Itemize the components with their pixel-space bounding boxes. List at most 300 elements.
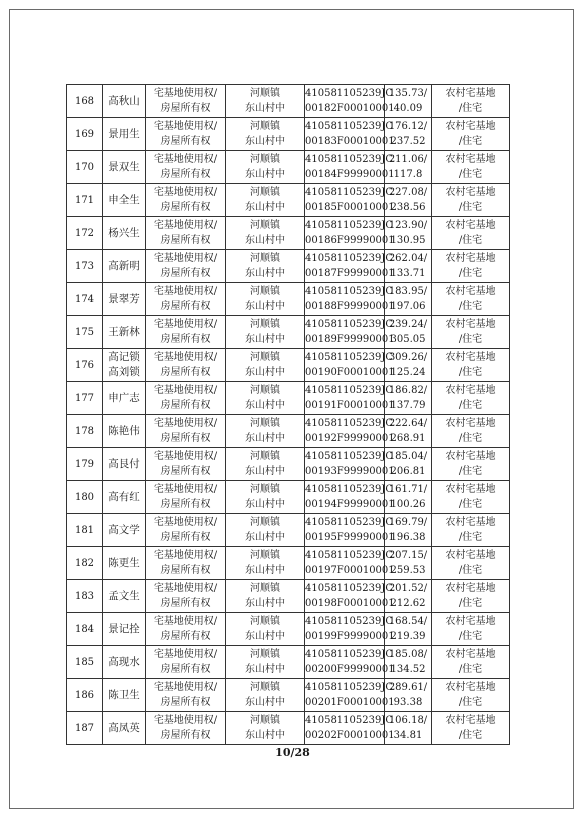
cell-right-type-line: 宅基地使用权/ [153, 154, 218, 165]
cell-area [385, 448, 432, 481]
cell-unit-code-line: 00195F99990001 [305, 532, 395, 543]
cell-right-type-line: 宅基地使用权/ [153, 517, 218, 528]
cell-number: 185 [67, 646, 103, 679]
cell-unit-code [305, 151, 395, 184]
cell-use-line: /住宅 [458, 697, 483, 708]
cell-area-line: 34.81 [393, 730, 423, 741]
cell-unit-code-line: 410581105239JC [305, 451, 394, 462]
cell-right-type [146, 250, 226, 283]
cell-area [385, 118, 432, 151]
cell-owner-name [103, 547, 146, 580]
cell-unit-code [305, 712, 395, 745]
cell-unit-code-line: 410581105239JC [305, 715, 394, 726]
cell-number: 168 [67, 85, 103, 118]
table-row [67, 514, 510, 547]
cell-use [432, 217, 510, 250]
cell-owner-name [103, 481, 146, 514]
cell-use [432, 283, 510, 316]
cell-location [226, 250, 305, 283]
cell-number: 172 [67, 217, 103, 250]
cell-owner-name-line: 申广志 [108, 391, 140, 404]
cell-location [226, 283, 305, 316]
cell-unit-code-line: 00198F00010001 [305, 598, 395, 609]
cell-location-line: 河顺镇 [250, 583, 280, 594]
cell-number: 176 [67, 349, 103, 382]
cell-use [432, 118, 510, 151]
cell-location-line: 河顺镇 [250, 649, 280, 660]
cell-right-type-line: 宅基地使用权/ [153, 253, 218, 264]
cell-location-line: 河顺镇 [250, 616, 280, 627]
cell-unit-code-line: 410581105239JC [305, 484, 394, 495]
cell-unit-code [305, 547, 395, 580]
cell-location [226, 382, 305, 415]
cell-use-line: 农村宅基地 [445, 352, 496, 363]
cell-number: 177 [67, 382, 103, 415]
cell-use-line: 农村宅基地 [445, 121, 496, 132]
cell-use-line: /住宅 [458, 631, 483, 642]
cell-use-line: /住宅 [458, 103, 483, 114]
cell-number: 183 [67, 580, 103, 613]
cell-area-line: 100.26 [390, 499, 426, 510]
table-row [67, 349, 510, 382]
cell-number: 171 [67, 184, 103, 217]
cell-use-line: /住宅 [458, 730, 483, 741]
cell-owner-name-line: 景双生 [108, 160, 140, 173]
cell-location-line: 河顺镇 [250, 550, 280, 561]
cell-location [226, 613, 305, 646]
cell-area-line: 185.04/ [388, 451, 428, 462]
cell-owner-name-line: 景翠芳 [108, 292, 140, 305]
cell-unit-code-line: 00193F99990001 [305, 466, 395, 477]
cell-use-line: /住宅 [458, 400, 483, 411]
cell-owner-name [103, 514, 146, 547]
cell-unit-code-line: 410581105239JC [305, 187, 394, 198]
cell-unit-code-line: 410581105239JC [305, 616, 394, 627]
cell-area [385, 613, 432, 646]
cell-unit-code-line: 00188F99990001 [305, 301, 395, 312]
cell-right-type-line: 宅基地使用权/ [153, 418, 218, 429]
cell-use-line: /住宅 [458, 565, 483, 576]
cell-location-line: 东山村中 [245, 631, 285, 642]
cell-owner-name [103, 646, 146, 679]
cell-owner-name [103, 349, 146, 382]
cell-area-line: 106.18/ [388, 715, 428, 726]
cell-owner-name-line: 王新林 [108, 325, 140, 338]
cell-owner-name-line: 高现水 [108, 655, 140, 668]
cell-use-line: /住宅 [458, 499, 483, 510]
cell-area-line: 123.90/ [388, 220, 428, 231]
cell-owner-name-line: 高凤英 [108, 721, 140, 734]
cell-unit-code [305, 613, 395, 646]
cell-unit-code-line: 00202F00010001 [305, 730, 395, 741]
cell-location [226, 217, 305, 250]
cell-number: 182 [67, 547, 103, 580]
cell-use-line: 农村宅基地 [445, 286, 496, 297]
cell-use-line: /住宅 [458, 598, 483, 609]
cell-location-line: 东山村中 [245, 400, 285, 411]
cell-owner-name-line: 高秋山 [108, 94, 140, 107]
table-row [67, 250, 510, 283]
cell-right-type-line: 宅基地使用权/ [153, 88, 218, 99]
cell-number: 180 [67, 481, 103, 514]
cell-area-line: 117.8 [393, 169, 423, 180]
cell-unit-code [305, 184, 395, 217]
cell-right-type-line: 宅基地使用权/ [153, 187, 218, 198]
cell-area [385, 646, 432, 679]
table-row [67, 415, 510, 448]
cell-use-line: 农村宅基地 [445, 220, 496, 231]
cell-right-type-line: 房屋所有权 [160, 367, 211, 378]
cell-owner-name-line: 高记锁 [108, 351, 140, 363]
cell-location-line: 河顺镇 [250, 484, 280, 495]
cell-owner-name [103, 85, 146, 118]
cell-right-type [146, 382, 226, 415]
cell-right-type [146, 151, 226, 184]
cell-use-line: 农村宅基地 [445, 451, 496, 462]
cell-right-type-line: 房屋所有权 [160, 532, 211, 543]
table-row [67, 118, 510, 151]
cell-location-line: 东山村中 [245, 532, 285, 543]
cell-use [432, 85, 510, 118]
cell-right-type-line: 宅基地使用权/ [153, 319, 218, 330]
cell-use [432, 184, 510, 217]
cell-location-line: 东山村中 [245, 334, 285, 345]
cell-right-type [146, 349, 226, 382]
cell-owner-name-line: 景记拴 [108, 622, 140, 635]
cell-location [226, 349, 305, 382]
table-row [67, 151, 510, 184]
cell-right-type [146, 85, 226, 118]
cell-owner-name-line: 杨兴生 [108, 226, 140, 239]
cell-area-line: 305.05 [390, 334, 426, 345]
cell-location-line: 东山村中 [245, 235, 285, 246]
cell-owner-name [103, 151, 146, 184]
cell-unit-code-line: 410581105239JC [305, 121, 394, 132]
cell-location [226, 415, 305, 448]
cell-owner-name [103, 316, 146, 349]
cell-unit-code [305, 646, 395, 679]
cell-use [432, 646, 510, 679]
cell-area-line: 134.52 [390, 664, 426, 675]
cell-area-line: 219.39 [390, 631, 426, 642]
cell-right-type-line: 宅基地使用权/ [153, 121, 218, 132]
table-row [67, 85, 510, 118]
cell-owner-name [103, 250, 146, 283]
cell-area-line: 197.06 [390, 301, 426, 312]
cell-unit-code [305, 415, 395, 448]
page-number [0, 746, 585, 759]
cell-right-type [146, 514, 226, 547]
cell-use-line: 农村宅基地 [445, 682, 496, 693]
cell-location [226, 118, 305, 151]
cell-use-line: 农村宅基地 [445, 616, 496, 627]
cell-right-type [146, 646, 226, 679]
cell-unit-code-line: 410581105239JC [305, 319, 394, 330]
cell-area-line: 93.38 [393, 697, 423, 708]
cell-owner-name [103, 712, 146, 745]
cell-owner-name [103, 580, 146, 613]
cell-unit-code-line: 410581105239JC [305, 88, 394, 99]
cell-right-type-line: 宅基地使用权/ [153, 682, 218, 693]
cell-number: 174 [67, 283, 103, 316]
table-row [67, 448, 510, 481]
cell-location-line: 河顺镇 [250, 187, 280, 198]
cell-unit-code-line: 410581105239JC [305, 253, 394, 264]
cell-location-line: 河顺镇 [250, 451, 280, 462]
cell-location [226, 85, 305, 118]
cell-area-line: 309.26/ [388, 352, 428, 363]
cell-location-line: 河顺镇 [250, 88, 280, 99]
cell-area-line: 212.62 [390, 598, 426, 609]
cell-area [385, 316, 432, 349]
cell-location-line: 东山村中 [245, 301, 285, 312]
cell-location-line: 东山村中 [245, 136, 285, 147]
cell-right-type [146, 118, 226, 151]
cell-area-line: 196.38 [390, 532, 426, 543]
cell-use [432, 514, 510, 547]
cell-area [385, 580, 432, 613]
cell-area-line: 185.08/ [388, 649, 428, 660]
cell-unit-code-line: 00184F99990001 [305, 169, 395, 180]
cell-area-line: 238.56 [390, 202, 426, 213]
cell-location-line: 东山村中 [245, 433, 285, 444]
cell-owner-name-line: 高新明 [108, 259, 140, 272]
cell-area [385, 514, 432, 547]
cell-right-type-line: 房屋所有权 [160, 202, 211, 213]
cell-location-line: 东山村中 [245, 697, 285, 708]
cell-use-line: /住宅 [458, 334, 483, 345]
cell-unit-code-line: 410581105239JC [305, 550, 394, 561]
cell-area-line: 268.91 [390, 433, 426, 444]
cell-right-type-line: 房屋所有权 [160, 499, 211, 510]
cell-use-line: 农村宅基地 [445, 715, 496, 726]
cell-number: 175 [67, 316, 103, 349]
cell-location-line: 河顺镇 [250, 319, 280, 330]
cell-right-type [146, 448, 226, 481]
table-row [67, 712, 510, 745]
cell-unit-code [305, 118, 395, 151]
cell-use [432, 316, 510, 349]
cell-number: 187 [67, 712, 103, 745]
cell-area [385, 283, 432, 316]
cell-unit-code-line: 00186F99990001 [305, 235, 395, 246]
cell-right-type-line: 房屋所有权 [160, 664, 211, 675]
cell-number: 181 [67, 514, 103, 547]
cell-area [385, 184, 432, 217]
cell-location-line: 东山村中 [245, 730, 285, 741]
cell-use-line: /住宅 [458, 136, 483, 147]
cell-unit-code-line: 410581105239JC [305, 682, 394, 693]
cell-area-line: 133.71 [390, 268, 426, 279]
table-row [67, 613, 510, 646]
cell-use-line: 农村宅基地 [445, 517, 496, 528]
cell-right-type-line: 宅基地使用权/ [153, 616, 218, 627]
cell-location-line: 东山村中 [245, 103, 285, 114]
cell-owner-name [103, 283, 146, 316]
cell-number: 184 [67, 613, 103, 646]
cell-owner-name [103, 382, 146, 415]
cell-area-line: 130.95 [390, 235, 426, 246]
cell-location-line: 河顺镇 [250, 418, 280, 429]
cell-unit-code-line: 00192F99990001 [305, 433, 395, 444]
cell-location-line: 东山村中 [245, 565, 285, 576]
cell-unit-code [305, 481, 395, 514]
cell-use-line: /住宅 [458, 367, 483, 378]
cell-unit-code-line: 410581105239JC [305, 649, 394, 660]
page-separator: / [290, 746, 295, 759]
table-row [67, 184, 510, 217]
cell-unit-code-line: 410581105239JC [305, 583, 394, 594]
cell-right-type [146, 217, 226, 250]
cell-use-line: /住宅 [458, 532, 483, 543]
cell-right-type-line: 宅基地使用权/ [153, 583, 218, 594]
cell-use-line: 农村宅基地 [445, 550, 496, 561]
cell-owner-name-line: 高刘锁 [108, 366, 140, 378]
cell-right-type-line: 房屋所有权 [160, 169, 211, 180]
cell-location-line: 东山村中 [245, 499, 285, 510]
cell-right-type-line: 宅基地使用权/ [153, 550, 218, 561]
cell-area [385, 415, 432, 448]
cell-right-type [146, 184, 226, 217]
cell-right-type [146, 712, 226, 745]
cell-right-type-line: 房屋所有权 [160, 466, 211, 477]
cell-area [385, 547, 432, 580]
cell-right-type-line: 房屋所有权 [160, 433, 211, 444]
cell-right-type [146, 415, 226, 448]
cell-use [432, 712, 510, 745]
cell-area-line: 125.24 [390, 367, 426, 378]
cell-owner-name [103, 613, 146, 646]
cell-use [432, 448, 510, 481]
cell-location [226, 679, 305, 712]
cell-right-type-line: 房屋所有权 [160, 730, 211, 741]
cell-use-line: 农村宅基地 [445, 649, 496, 660]
cell-unit-code-line: 410581105239JC [305, 418, 394, 429]
cell-number: 179 [67, 448, 103, 481]
cell-unit-code-line: 00197F00010001 [305, 565, 395, 576]
cell-location-line: 东山村中 [245, 268, 285, 279]
cell-location-line: 河顺镇 [250, 286, 280, 297]
cell-area-line: 289.61/ [388, 682, 428, 693]
records-table-body [67, 85, 510, 745]
cell-unit-code-line: 00187F99990001 [305, 268, 395, 279]
cell-right-type-line: 房屋所有权 [160, 103, 211, 114]
cell-unit-code [305, 250, 395, 283]
cell-location-line: 东山村中 [245, 466, 285, 477]
cell-owner-name-line: 陈更生 [108, 556, 140, 569]
table-row [67, 481, 510, 514]
cell-unit-code-line: 410581105239JC [305, 154, 394, 165]
cell-unit-code-line: 00189F99990001 [305, 334, 395, 345]
table-row [67, 316, 510, 349]
cell-unit-code-line: 00183F00010001 [305, 136, 395, 147]
cell-location-line: 河顺镇 [250, 715, 280, 726]
cell-area-line: 227.08/ [388, 187, 428, 198]
cell-location [226, 712, 305, 745]
cell-right-type [146, 481, 226, 514]
cell-right-type-line: 房屋所有权 [160, 400, 211, 411]
cell-right-type [146, 613, 226, 646]
cell-location-line: 东山村中 [245, 202, 285, 213]
table-row [67, 382, 510, 415]
cell-area [385, 481, 432, 514]
cell-unit-code [305, 316, 395, 349]
records-table [66, 84, 510, 745]
cell-number: 186 [67, 679, 103, 712]
cell-area-line: 237.52 [390, 136, 426, 147]
cell-location-line: 河顺镇 [250, 352, 280, 363]
cell-unit-code-line: 00201F00010001 [305, 697, 395, 708]
cell-unit-code-line: 00200F99990001 [305, 664, 395, 675]
cell-unit-code-line: 410581105239JC [305, 517, 394, 528]
cell-use-line: 农村宅基地 [445, 187, 496, 198]
cell-right-type-line: 房屋所有权 [160, 268, 211, 279]
cell-owner-name [103, 679, 146, 712]
cell-right-type-line: 房屋所有权 [160, 565, 211, 576]
cell-owner-name [103, 118, 146, 151]
cell-use-line: 农村宅基地 [445, 319, 496, 330]
cell-use [432, 547, 510, 580]
cell-right-type-line: 宅基地使用权/ [153, 715, 218, 726]
cell-use-line: 农村宅基地 [445, 385, 496, 396]
cell-use [432, 613, 510, 646]
cell-unit-code-line: 410581105239JC [305, 220, 394, 231]
cell-unit-code-line: 410581105239JC [305, 352, 394, 363]
cell-use-line: 农村宅基地 [445, 253, 496, 264]
cell-right-type [146, 316, 226, 349]
cell-area-line: 135.73/ [388, 88, 428, 99]
cell-right-type-line: 房屋所有权 [160, 136, 211, 147]
cell-use-line: 农村宅基地 [445, 154, 496, 165]
cell-use-line: 农村宅基地 [445, 418, 496, 429]
cell-use-line: /住宅 [458, 664, 483, 675]
cell-unit-code [305, 85, 395, 118]
cell-area-line: 161.71/ [388, 484, 428, 495]
cell-use-line: /住宅 [458, 235, 483, 246]
cell-unit-code [305, 448, 395, 481]
cell-owner-name-line: 景用生 [108, 127, 140, 140]
cell-unit-code [305, 217, 395, 250]
cell-unit-code-line: 00199F99990001 [305, 631, 395, 642]
cell-owner-name [103, 415, 146, 448]
cell-location [226, 481, 305, 514]
cell-area-line: 262.04/ [388, 253, 428, 264]
cell-right-type-line: 房屋所有权 [160, 697, 211, 708]
cell-location-line: 河顺镇 [250, 220, 280, 231]
cell-owner-name-line: 申全生 [108, 193, 140, 206]
cell-area [385, 382, 432, 415]
cell-use-line: /住宅 [458, 169, 483, 180]
cell-use-line: /住宅 [458, 433, 483, 444]
cell-location-line: 河顺镇 [250, 253, 280, 264]
cell-location-line: 河顺镇 [250, 517, 280, 528]
cell-area-line: 169.79/ [388, 517, 428, 528]
cell-right-type [146, 580, 226, 613]
table-row [67, 217, 510, 250]
cell-location [226, 316, 305, 349]
cell-use-line: 农村宅基地 [445, 88, 496, 99]
page-current: 10 [275, 746, 291, 759]
cell-area-line: 176.12/ [388, 121, 428, 132]
cell-right-type-line: 房屋所有权 [160, 598, 211, 609]
cell-unit-code-line: 00185F00010001 [305, 202, 395, 213]
cell-right-type-line: 宅基地使用权/ [153, 286, 218, 297]
cell-location-line: 河顺镇 [250, 154, 280, 165]
cell-area-line: 201.52/ [388, 583, 428, 594]
cell-right-type-line: 宅基地使用权/ [153, 220, 218, 231]
cell-use [432, 349, 510, 382]
cell-right-type-line: 宅基地使用权/ [153, 649, 218, 660]
